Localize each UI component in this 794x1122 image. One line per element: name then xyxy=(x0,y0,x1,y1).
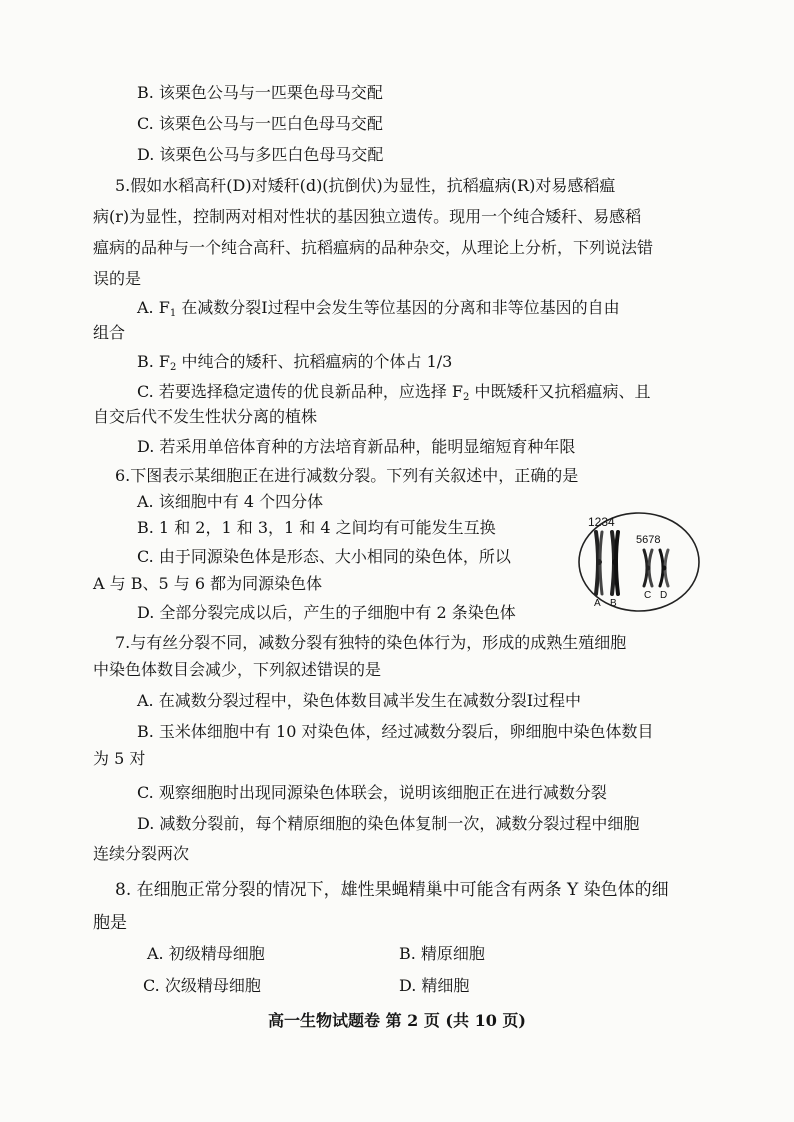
prev-option-d: D. 该栗色公马与多匹白色母马交配 xyxy=(137,145,384,164)
q7-stem-line-2: 中染色体数目会减少，下列叙述错误的是 xyxy=(93,660,382,679)
q6-option-b: B. 1 和 2，1 和 3，1 和 4 之间均有可能发生互换 xyxy=(137,518,496,537)
prev-option-b: B. 该栗色公马与一匹栗色母马交配 xyxy=(137,83,383,102)
q8-stem-line-1: 8. 在细胞正常分裂的情况下，雄性果蝇精巢中可能含有两条 Y 染色体的细 xyxy=(115,880,669,900)
q8-option-c: C. 次级精母细胞 xyxy=(143,976,261,995)
q5-option-a-post: 在减数分裂Ⅰ过程中会发生等位基因的分离和非等位基因的自由 xyxy=(176,298,620,317)
q6-option-d: D. 全部分裂完成以后，产生的子细胞中有 2 条染色体 xyxy=(137,603,516,622)
q6-stem: 6.下图表示某细胞正在进行减数分裂。下列有关叙述中，正确的是 xyxy=(115,466,579,485)
q8-option-d: D. 精细胞 xyxy=(399,976,470,995)
q5-stem-line-2: 病(r)为显性，控制两对相对性状的基因独立遗传。现用一个纯合矮秆、易感稻 xyxy=(93,207,642,226)
q8-stem-line-2: 胞是 xyxy=(93,913,127,933)
q5-option-c-post: 中既矮秆又抗稻瘟病、且 xyxy=(469,382,651,401)
q5-option-c-pre: C. 若要选择稳定遗传的优良新品种，应选择 F xyxy=(137,382,464,401)
q6-option-c-cont: A 与 B、5 与 6 都为同源染色体 xyxy=(93,574,323,593)
q5-option-b-sub: 2 xyxy=(170,362,177,373)
q5-option-c xyxy=(137,381,651,409)
q5-option-b-pre: B. F xyxy=(137,352,171,371)
figure-label-c: C xyxy=(644,590,652,601)
q7-option-a: A. 在减数分裂过程中，染色体数目减半发生在减数分裂Ⅰ过程中 xyxy=(137,691,582,710)
q5-option-b-post: 中纯合的矮秆、抗稻瘟病的个体占 1/3 xyxy=(176,352,453,371)
q8-option-a: A. 初级精母细胞 xyxy=(147,944,265,963)
q5-option-c-sub: 2 xyxy=(463,392,470,403)
figure-label-b: B xyxy=(610,598,617,609)
q5-option-b xyxy=(137,351,452,379)
q5-option-a-pre: A. F xyxy=(137,298,170,317)
q5-option-d: D. 若采用单倍体育种的方法培育新品种，能明显缩短育种年限 xyxy=(137,437,576,456)
chromosome-b xyxy=(612,532,618,594)
figure-label-a: A xyxy=(594,598,601,609)
q8-option-b: B. 精原细胞 xyxy=(399,944,485,963)
q7-option-b-cont: 为 5 对 xyxy=(93,749,146,768)
prev-option-c: C. 该栗色公马与一匹白色母马交配 xyxy=(137,114,383,133)
q7-option-d: D. 减数分裂前，每个精原细胞的染色体复制一次，减数分裂过程中细胞 xyxy=(137,814,640,833)
q7-option-d-cont: 连续分裂两次 xyxy=(93,844,190,863)
meiosis-cell-figure xyxy=(576,510,702,614)
q5-option-a-cont: 组合 xyxy=(93,323,126,342)
figure-label-1234: 1234 xyxy=(588,515,615,529)
page-footer: 高一生物试题卷 第 2 页 (共 10 页) xyxy=(268,1011,526,1030)
q6-option-a: A. 该细胞中有 4 个四分体 xyxy=(137,492,324,511)
q5-option-c-cont: 自交后代不发生性状分离的植株 xyxy=(93,407,318,426)
q5-stem-line-1: 5.假如水稻高秆(D)对矮秆(d)(抗倒伏)为显性，抗稻瘟病(R)对易感稻瘟 xyxy=(115,176,616,195)
figure-label-5678: 5678 xyxy=(636,534,661,546)
q7-stem-line-1: 7.与有丝分裂不同，减数分裂有独特的染色体行为，形成的成熟生殖细胞 xyxy=(115,633,627,652)
q5-option-a-sub: 1 xyxy=(169,308,177,319)
q5-option-a xyxy=(137,297,620,325)
chromosome-d xyxy=(660,550,668,586)
figure-label-d: D xyxy=(660,590,668,601)
q7-option-c: C. 观察细胞时出现同源染色体联会，说明该细胞正在进行减数分裂 xyxy=(137,783,607,802)
chromosome-c xyxy=(644,550,652,586)
q5-stem-line-4: 误的是 xyxy=(93,269,142,288)
chromosome-a xyxy=(596,532,602,594)
q6-option-c: C. 由于同源染色体是形态、大小相同的染色体，所以 xyxy=(137,547,511,566)
q5-stem-line-3: 瘟病的品种与一个纯合高秆、抗稻瘟病的品种杂交，从理论上分析，下列说法错 xyxy=(93,238,654,257)
q7-option-b: B. 玉米体细胞中有 10 对染色体，经过减数分裂后，卵细胞中染色体数目 xyxy=(137,722,654,741)
